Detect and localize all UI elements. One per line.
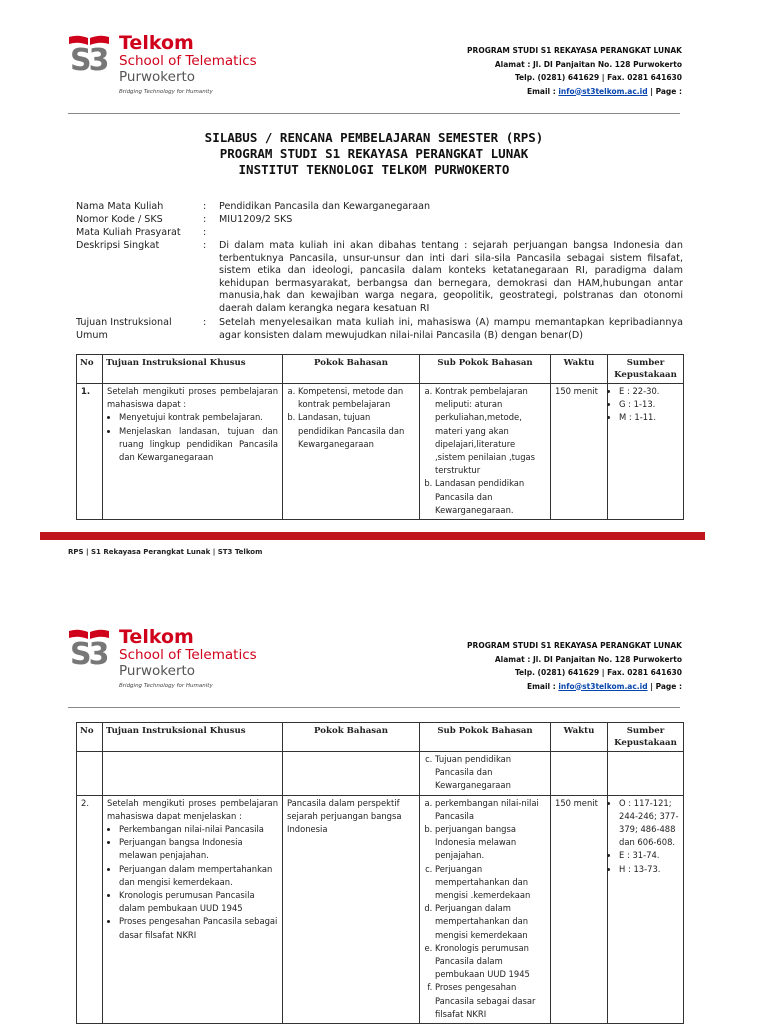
address: Alamat : Jl. DI Panjaitan No. 128 Purwokerto xyxy=(494,59,682,69)
logo-school: School of Telematics xyxy=(119,53,257,69)
rps-table-page-1 xyxy=(76,354,684,520)
tujuan-label-line-2: Umum xyxy=(76,329,108,341)
waktu-cell: 150 menit xyxy=(551,795,608,1023)
title-line-3: INSTITUT TEKNOLOGI TELKOM PURWOKERTO xyxy=(238,162,510,177)
page-label: | Page : xyxy=(647,681,682,691)
header-tik: Tujuan Instruksional Khusus xyxy=(103,355,283,384)
header-sumber: Sumber Kepustakaan xyxy=(608,355,684,384)
pokok-cell: Pancasila dalam perspektif sejarah perjuangan bangsa Indonesia xyxy=(283,795,420,1023)
empty-cell xyxy=(103,752,283,796)
title-line-2: PROGRAM STUDI S1 REKAYASA PERANGKAT LUNAK xyxy=(219,146,529,161)
logo-tagline: Bridging Technology for Humanity xyxy=(119,683,213,689)
list-item: • Perjuangan bangsa Indonesia melawan penjajahan. xyxy=(119,836,278,862)
program-name: PROGRAM STUDI S1 REKAYASA PERANGKAT LUNAK xyxy=(467,46,682,55)
list-item: • Perjuangan dalam mempertahankan dan mengisi kemerdekaan. xyxy=(119,863,278,889)
list-item: • Perkembangan nilai-nilai Pancasila xyxy=(119,823,278,836)
list-item: f. Proses pengesahan Pancasila sebagai dasar filsafat NKRI xyxy=(435,981,546,1021)
colon: : xyxy=(203,201,207,212)
list-item: c. Perjuangan mempertahankan dan mengisi .kemerdekaan xyxy=(435,863,546,903)
list-item: • Proses pengesahan Pancasila sebagai dasar filsafat NKRI xyxy=(119,915,278,941)
list-item: b. perjuangan bangsa Indonesia melawan penjajahan. xyxy=(435,823,546,863)
header-sumber: Sumber Kepustakaan xyxy=(608,723,684,752)
email-line xyxy=(262,680,682,694)
logo-mark: S3 xyxy=(70,637,107,672)
contact-block xyxy=(262,44,682,98)
tik-cell xyxy=(103,795,283,1023)
title-line-1: SILABUS / RENCANA PEMBELAJARAN SEMESTER (RPS) xyxy=(204,130,544,145)
prasyarat-label: Mata Kuliah Prasyarat xyxy=(76,227,181,238)
logo-mark: S3 xyxy=(70,43,107,78)
header-pokok: Pokok Bahasan xyxy=(283,355,420,384)
list-item: e. Kronologis perumusan Pancasila dalam pembukaan UUD 1945 xyxy=(435,942,546,982)
empty-cell xyxy=(551,752,608,796)
page-label: | Page : xyxy=(647,86,682,96)
logo-place: Purwokerto xyxy=(119,69,196,85)
table-row xyxy=(77,795,684,1023)
email-link[interactable]: info@st3telkom.ac.id xyxy=(558,681,648,691)
logo-brand: Telkom xyxy=(119,626,194,648)
list-item: • E : 22-30. xyxy=(619,385,679,398)
email-link[interactable]: info@st3telkom.ac.id xyxy=(558,86,648,96)
deskripsi-value: Di dalam mata kuliah ini akan dibahas tentang : sejarah perjuangan bangsa Indonesia dan terbentuknya Pancasila, unsur-unsur dan inti dari sila-sila Pancasila sebagai sistem filsafat, sistem etika dan ideologi, pancasila dalam konteks ketatanegaraan RI, paradigma dalam kehidupan bermasyarakat, berbangsa dan bernegara, demokrasi dan HAM,hubungan antar manusia,hak dan kewajiban warga negara, geopolitik, geostrategi, polstranas dan otonomi daerah dalam kerangka negara kesatuan RI xyxy=(219,240,683,314)
row-number: 1. xyxy=(77,384,103,520)
tujuan-value: Setelah menyelesaikan mata kuliah ini, mahasiswa (A) mampu memantapkan kepribadiannya agar konsisten dalam mewujudkan nilai-nilai Pancasila (B) dengan benar(D) xyxy=(219,317,683,341)
tik-cell xyxy=(103,384,283,520)
header-waktu: Waktu xyxy=(551,723,608,752)
header-divider xyxy=(68,707,680,708)
table-header-row xyxy=(77,723,684,752)
header-pokok: Pokok Bahasan xyxy=(283,723,420,752)
nama-label: Nama Mata Kuliah xyxy=(76,201,164,212)
empty-cell xyxy=(608,752,684,796)
tujuan-label-line-1: Tujuan Instruksional xyxy=(76,317,172,328)
kode-value: MIU1209/2 SKS xyxy=(219,214,293,225)
tik-intro: Setelah mengikuti proses pembelajaran mahasiswa dapat menjelaskan : xyxy=(107,797,278,821)
row-number: 2. xyxy=(77,795,103,1023)
list-item: • H : 13-73. xyxy=(619,863,679,876)
footer: RPS | S1 Rekayasa Perangkat Lunak | ST3 Telkom xyxy=(68,548,263,556)
colon: : xyxy=(203,214,207,225)
list-item: d. Perjuangan dalam mempertahankan dan mengisi kemerdekaan xyxy=(435,902,546,942)
list-item: • Menyetujui kontrak pembelajaran. xyxy=(119,411,278,424)
header-divider xyxy=(68,113,680,114)
list-item: b. Landasan, tujuan pendidikan Pancasila dan Kewarganegaraan xyxy=(298,411,415,451)
list-item: a. Kontrak pembelajaran meliputi: aturan perkuliahan,metode, materi yang akan dipelajari,literature ,sistem penilaian ,tugas terstruktur xyxy=(435,385,546,477)
phone: Telp. (0281) 641629 | Fax. 0281 641630 xyxy=(514,73,682,82)
table-row xyxy=(77,752,684,796)
list-item: c. Tujuan pendidikan Pancasila dan Kewarganegaraan xyxy=(435,753,546,793)
footer-rule xyxy=(40,532,705,540)
list-item: • E : 31-74. xyxy=(619,849,679,862)
header-no: No xyxy=(77,723,103,752)
logo-tagline: Bridging Technology for Humanity xyxy=(119,89,213,95)
address: Alamat : Jl. DI Panjaitan No. 128 Purwokerto xyxy=(494,654,682,664)
sub-cell xyxy=(420,384,551,520)
colon: : xyxy=(203,240,207,251)
tujuan-label xyxy=(76,317,202,342)
contact-block xyxy=(262,639,682,693)
program-name: PROGRAM STUDI S1 REKAYASA PERANGKAT LUNAK xyxy=(467,641,682,650)
waktu-cell: 150 menit xyxy=(551,384,608,520)
header-waktu: Waktu xyxy=(551,355,608,384)
logo-place: Purwokerto xyxy=(119,663,196,679)
email-label: Email : xyxy=(526,681,559,691)
empty-cell xyxy=(283,752,420,796)
header-sub: Sub Pokok Bahasan xyxy=(420,355,551,384)
header-no: No xyxy=(77,355,103,384)
phone: Telp. (0281) 641629 | Fax. 0281 641630 xyxy=(514,668,682,677)
sub-cell xyxy=(420,752,551,796)
logo-school: School of Telematics xyxy=(119,647,257,663)
email-line xyxy=(262,85,682,99)
empty-cell xyxy=(77,752,103,796)
email-label: Email : xyxy=(526,86,559,96)
deskripsi-label: Deskripsi Singkat xyxy=(76,240,160,251)
tik-intro: Setelah mengikuti proses pembelajaran mahasiswa dapat : xyxy=(107,386,278,410)
header-sub: Sub Pokok Bahasan xyxy=(420,723,551,752)
logo xyxy=(68,626,260,696)
list-item: • O : 117-121; 244-246; 377-379; 486-488 dan 606-608. xyxy=(619,797,679,850)
pokok-cell xyxy=(283,384,420,520)
list-item: • Menjelaskan landasan, tujuan dan ruang lingkup pendidikan Pancasila dan Kewarganegaraan xyxy=(119,425,278,465)
list-item: a. perkembangan nilai-nilai Pancasila xyxy=(435,797,546,823)
list-item: • G : 1-13. xyxy=(619,398,679,411)
nama-value: Pendidikan Pancasila dan Kewarganegaraan xyxy=(219,201,431,212)
kode-label: Nomor Kode / SKS xyxy=(76,214,163,225)
list-item: a. Kompetensi, metode dan kontrak pembelajaran xyxy=(298,385,415,411)
list-item: • M : 1-11. xyxy=(619,411,679,424)
list-item: b. Landasan pendidikan Pancasila dan Kewarganegaraan. xyxy=(435,477,546,517)
sumber-cell xyxy=(608,384,684,520)
sumber-cell xyxy=(608,795,684,1023)
rps-table-page-2 xyxy=(76,722,684,1024)
list-item: • Kronologis perumusan Pancasila dalam pembukaan UUD 1945 xyxy=(119,889,278,915)
logo xyxy=(68,32,260,102)
colon: : xyxy=(203,317,207,328)
sub-cell xyxy=(420,795,551,1023)
colon: : xyxy=(203,227,207,238)
logo-brand: Telkom xyxy=(119,32,194,54)
table-header-row xyxy=(77,355,684,384)
table-row xyxy=(77,384,684,520)
document-title xyxy=(68,130,680,178)
header-tik: Tujuan Instruksional Khusus xyxy=(103,723,283,752)
